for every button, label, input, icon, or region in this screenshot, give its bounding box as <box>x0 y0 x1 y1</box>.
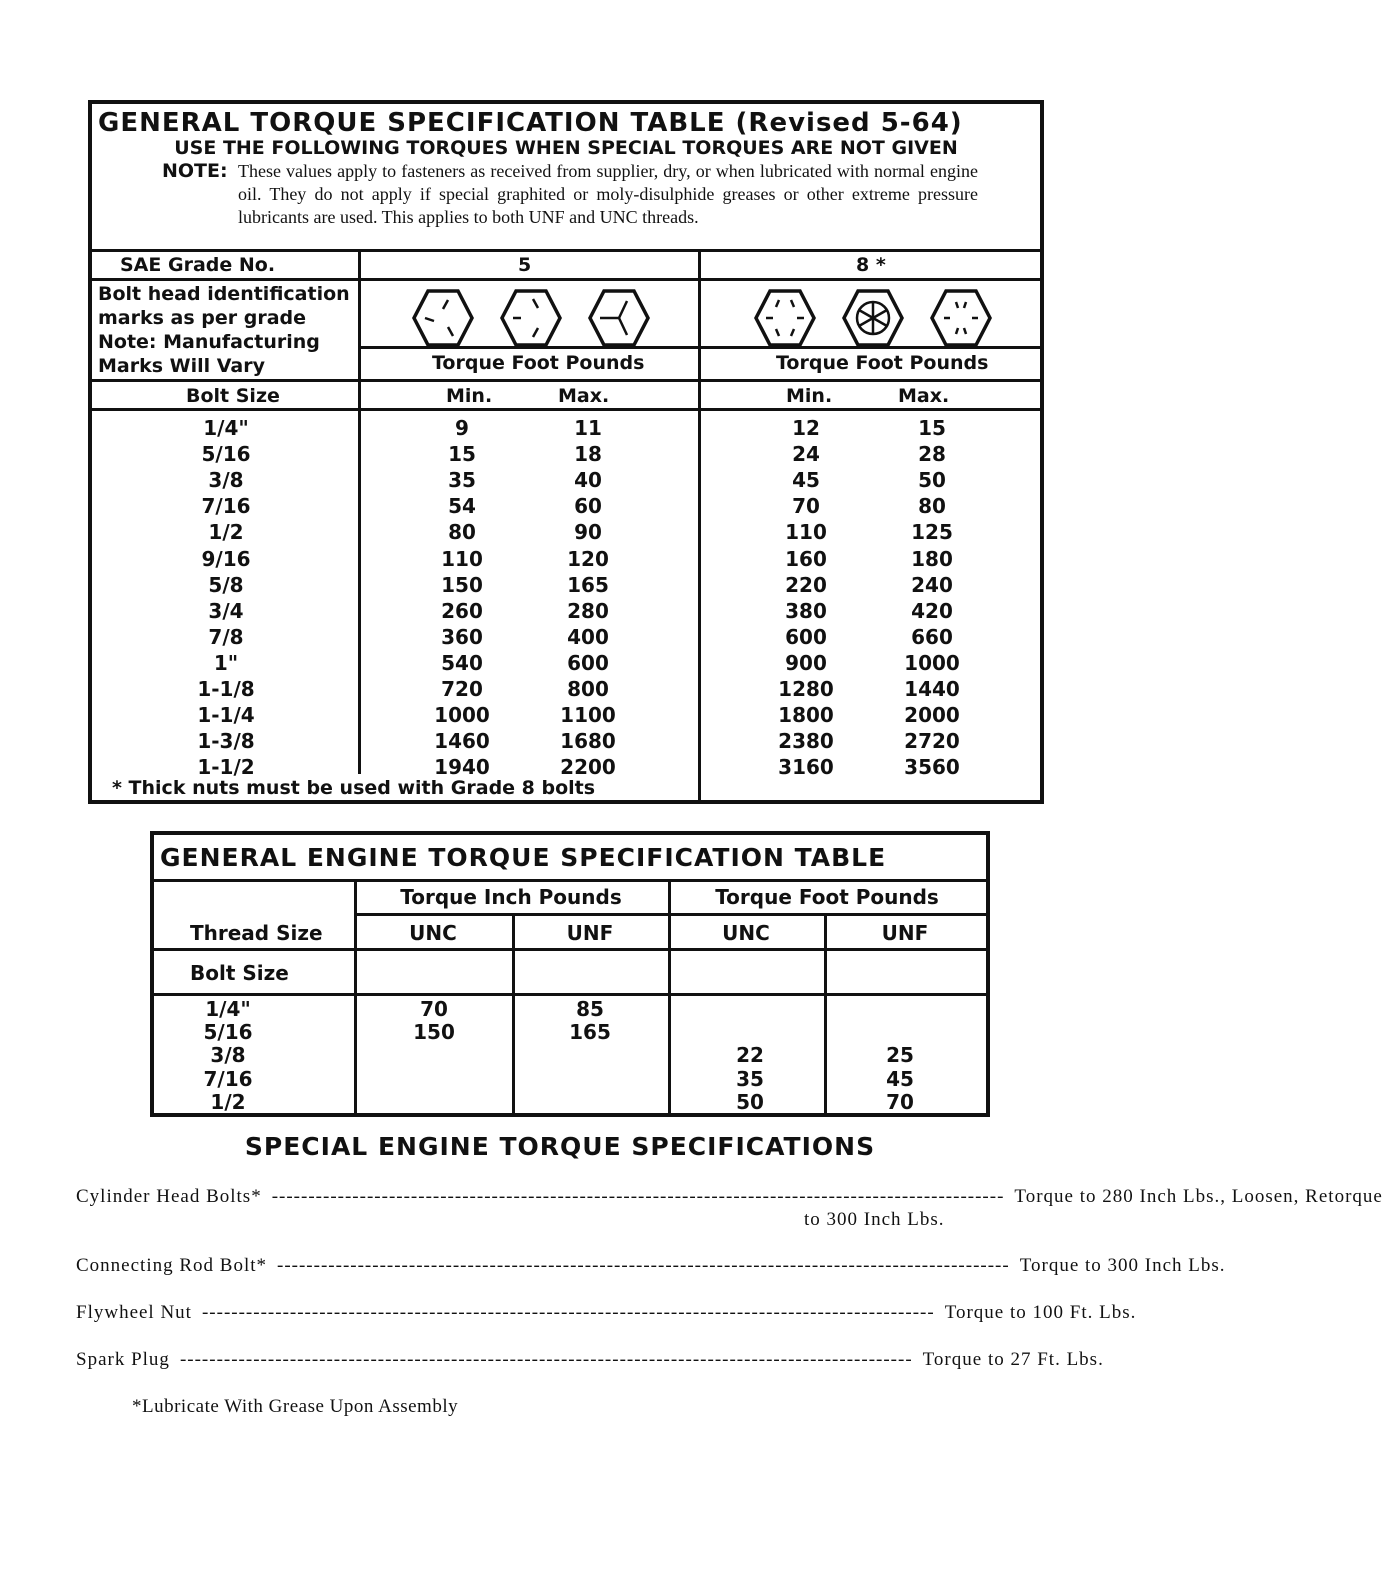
torque-value-cell: 9 <box>455 416 469 440</box>
torque-value-cell: 720 <box>441 677 483 701</box>
torque-value-cell: 165 <box>567 573 609 597</box>
bolt-size-cell: 5/16 <box>203 1020 253 1044</box>
table-title: GENERAL ENGINE TORQUE SPECIFICATION TABLE <box>160 843 887 872</box>
torque-value-cell: 110 <box>785 520 827 544</box>
spec-value: Torque to 280 Inch Lbs., Loosen, Retorque <box>1014 1186 1383 1207</box>
torque-value-cell: 110 <box>441 547 483 571</box>
table-title: GENERAL TORQUE SPECIFICATION TABLE (Revised 5-64) <box>98 108 963 138</box>
bolt-size-cell: 1/2 <box>208 520 244 544</box>
torque-value-cell: 600 <box>785 625 827 649</box>
torque-value-cell: 24 <box>792 442 820 466</box>
bolt-size-cell: 3/8 <box>208 468 244 492</box>
bolt-size-cell: 7/16 <box>201 494 251 518</box>
torque-value-cell: 800 <box>567 677 609 701</box>
bolt-size-cell: 1/4" <box>205 997 251 1021</box>
torque-value-cell: 15 <box>918 416 946 440</box>
torque-value-cell: 18 <box>574 442 602 466</box>
grade-8: 8 * <box>856 254 886 276</box>
divider <box>668 879 671 1113</box>
ident-line: Marks Will Vary <box>98 355 266 377</box>
torque-value-cell: 22 <box>736 1043 764 1067</box>
torque-value-cell: 1460 <box>434 729 490 753</box>
torque-value-cell: 15 <box>448 442 476 466</box>
grade8-hex-mark-icon <box>842 287 904 349</box>
general-torque-table <box>88 100 1044 804</box>
torque-value-cell: 900 <box>785 651 827 675</box>
spec-row <box>76 1186 1383 1208</box>
spec-label: Cylinder Head Bolts* <box>76 1186 262 1207</box>
torque-value-cell: 125 <box>911 520 953 544</box>
grade-label: SAE Grade No. <box>120 254 276 276</box>
lubricate-footnote: *Lubricate With Grease Upon Assembly <box>132 1396 459 1417</box>
special-specs-title: SPECIAL ENGINE TORQUE SPECIFICATIONS <box>244 1132 876 1161</box>
torque-value-cell: 2000 <box>904 703 960 727</box>
spec-label: Spark Plug <box>76 1349 170 1370</box>
torque-value-cell: 90 <box>574 520 602 544</box>
bolt-size-cell: 5/8 <box>208 573 244 597</box>
torque-value-cell: 600 <box>567 651 609 675</box>
leader-dashes: ---------------------------------------------------------------------------------------------------- <box>271 1186 1005 1207</box>
torque-value-cell: 1280 <box>778 677 834 701</box>
leader-dashes: ---------------------------------------------------------------------------------------------------- <box>179 1349 913 1370</box>
torque-value-cell: 280 <box>567 599 609 623</box>
torque-label-grade5: Torque Foot Pounds <box>432 352 645 374</box>
torque-value-cell: 25 <box>886 1043 914 1067</box>
torque-value-cell: 150 <box>441 573 483 597</box>
spec-label: Connecting Rod Bolt* <box>76 1255 267 1276</box>
max-header: Max. <box>558 385 610 407</box>
torque-value-cell: 400 <box>567 625 609 649</box>
bolt-size-cell: 9/16 <box>201 547 251 571</box>
torque-value-cell: 660 <box>911 625 953 649</box>
min-header: Min. <box>446 385 493 407</box>
torque-value-cell: 3160 <box>778 755 834 779</box>
torque-value-cell: 40 <box>574 468 602 492</box>
torque-value-cell: 70 <box>792 494 820 518</box>
divider <box>154 948 986 951</box>
divider <box>92 408 1040 411</box>
torque-value-cell: 45 <box>886 1067 914 1091</box>
bolt-size-cell: 1-1/2 <box>197 755 255 779</box>
spec-label: Flywheel Nut <box>76 1302 192 1323</box>
divider <box>92 278 1040 281</box>
leader-dashes: ---------------------------------------------------------------------------------------------------- <box>201 1302 935 1323</box>
bolt-size-cell: 7/16 <box>203 1067 253 1091</box>
torque-value-cell: 70 <box>420 997 448 1021</box>
torque-value-cell: 240 <box>911 573 953 597</box>
grade5-hex-mark-icon <box>412 287 474 349</box>
divider <box>354 879 357 1113</box>
divider <box>154 879 986 882</box>
torque-value-cell: 2720 <box>904 729 960 753</box>
torque-value-cell: 12 <box>792 416 820 440</box>
torque-value-cell: 540 <box>441 651 483 675</box>
bolt-size-cell: 1-1/4 <box>197 703 255 727</box>
leader-dashes: ---------------------------------------------------------------------------------------------------- <box>277 1255 1010 1276</box>
torque-value-cell: 50 <box>736 1090 764 1114</box>
torque-value-cell: 11 <box>574 416 602 440</box>
bolt-size-cell: 1" <box>213 651 239 675</box>
divider <box>92 249 1040 252</box>
torque-value-cell: 70 <box>886 1090 914 1114</box>
bolt-size-cell: 1-1/8 <box>197 677 255 701</box>
torque-value-cell: 165 <box>569 1020 611 1044</box>
torque-value-cell: 180 <box>911 547 953 571</box>
engine-torque-table <box>150 831 990 1117</box>
thread-size-label: Thread Size <box>190 921 323 945</box>
torque-value-cell: 1940 <box>434 755 490 779</box>
torque-value-cell: 85 <box>576 997 604 1021</box>
torque-value-cell: 35 <box>448 468 476 492</box>
torque-value-cell: 28 <box>918 442 946 466</box>
torque-inch-header: Torque Inch Pounds <box>400 885 622 909</box>
spec-value: Torque to 300 Inch Lbs. <box>1019 1255 1226 1276</box>
ident-line: Bolt head identification <box>98 283 350 305</box>
bolt-size-header: Bolt Size <box>186 385 280 407</box>
torque-value-cell: 1000 <box>434 703 490 727</box>
bolt-size-cell: 5/16 <box>201 442 251 466</box>
torque-value-cell: 50 <box>918 468 946 492</box>
grade-5: 5 <box>518 254 532 276</box>
unc-header: UNC <box>409 921 457 945</box>
spec-value: Torque to 27 Ft. Lbs. <box>922 1349 1104 1370</box>
torque-value-cell: 1800 <box>778 703 834 727</box>
torque-value-cell: 220 <box>785 573 827 597</box>
grade8-footnote: * Thick nuts must be used with Grade 8 bolts <box>112 777 596 799</box>
bolt-size-cell: 1/4" <box>203 416 249 440</box>
ident-line: marks as per grade <box>98 307 307 329</box>
torque-value-cell: 1680 <box>560 729 616 753</box>
torque-value-cell: 1440 <box>904 677 960 701</box>
torque-foot-header: Torque Foot Pounds <box>715 885 939 909</box>
max-header: Max. <box>898 385 950 407</box>
ident-line: Note: Manufacturing <box>98 331 320 353</box>
bolt-size-cell: 1-3/8 <box>197 729 255 753</box>
spec-value-continued: to 300 Inch Lbs. <box>804 1209 945 1230</box>
spec-value: Torque to 100 Ft. Lbs. <box>944 1302 1137 1323</box>
bolt-size-label: Bolt Size <box>190 961 289 985</box>
grade5-hex-mark-icon <box>588 287 650 349</box>
divider <box>358 249 361 774</box>
spec-row <box>76 1349 1104 1371</box>
torque-value-cell: 80 <box>918 494 946 518</box>
table-subtitle: USE THE FOLLOWING TORQUES WHEN SPECIAL TORQUES ARE NOT GIVEN <box>174 137 958 159</box>
unc-header: UNC <box>722 921 770 945</box>
ident-label <box>98 282 350 378</box>
bolt-size-cell: 1/2 <box>210 1090 246 1114</box>
unf-header: UNF <box>881 921 929 945</box>
spec-row <box>76 1255 1226 1277</box>
torque-value-cell: 1000 <box>904 651 960 675</box>
bolt-size-cell: 3/8 <box>210 1043 246 1067</box>
torque-value-cell: 45 <box>792 468 820 492</box>
torque-value-cell: 80 <box>448 520 476 544</box>
divider <box>92 379 1040 382</box>
bolt-size-cell: 7/8 <box>208 625 244 649</box>
torque-value-cell: 35 <box>736 1067 764 1091</box>
torque-value-cell: 54 <box>448 494 476 518</box>
grade8-hex-mark-icon <box>930 287 992 349</box>
torque-value-cell: 3560 <box>904 755 960 779</box>
torque-value-cell: 160 <box>785 547 827 571</box>
torque-value-cell: 380 <box>785 599 827 623</box>
bolt-size-cell: 3/4 <box>208 599 244 623</box>
torque-value-cell: 260 <box>441 599 483 623</box>
note-label: NOTE: <box>162 160 228 182</box>
torque-value-cell: 1100 <box>560 703 616 727</box>
divider <box>698 249 701 804</box>
spec-row <box>76 1302 1137 1324</box>
torque-value-cell: 420 <box>911 599 953 623</box>
torque-value-cell: 150 <box>413 1020 455 1044</box>
torque-label-grade8: Torque Foot Pounds <box>776 352 989 374</box>
torque-value-cell: 60 <box>574 494 602 518</box>
min-header: Min. <box>786 385 833 407</box>
torque-value-cell: 2380 <box>778 729 834 753</box>
divider <box>154 993 986 996</box>
note-text: These values apply to fasteners as received from supplier, dry, or when lubricated with normal engine oil. They do not apply if special graphited or moly-disulphide greases or other extreme pressure lubricants are used. This applies to both UNF and UNC threads. <box>238 161 978 227</box>
grade5-hex-mark-icon <box>500 287 562 349</box>
torque-value-cell: 120 <box>567 547 609 571</box>
unf-header: UNF <box>566 921 614 945</box>
torque-value-cell: 360 <box>441 625 483 649</box>
grade8-hex-mark-icon <box>754 287 816 349</box>
torque-value-cell: 2200 <box>560 755 616 779</box>
